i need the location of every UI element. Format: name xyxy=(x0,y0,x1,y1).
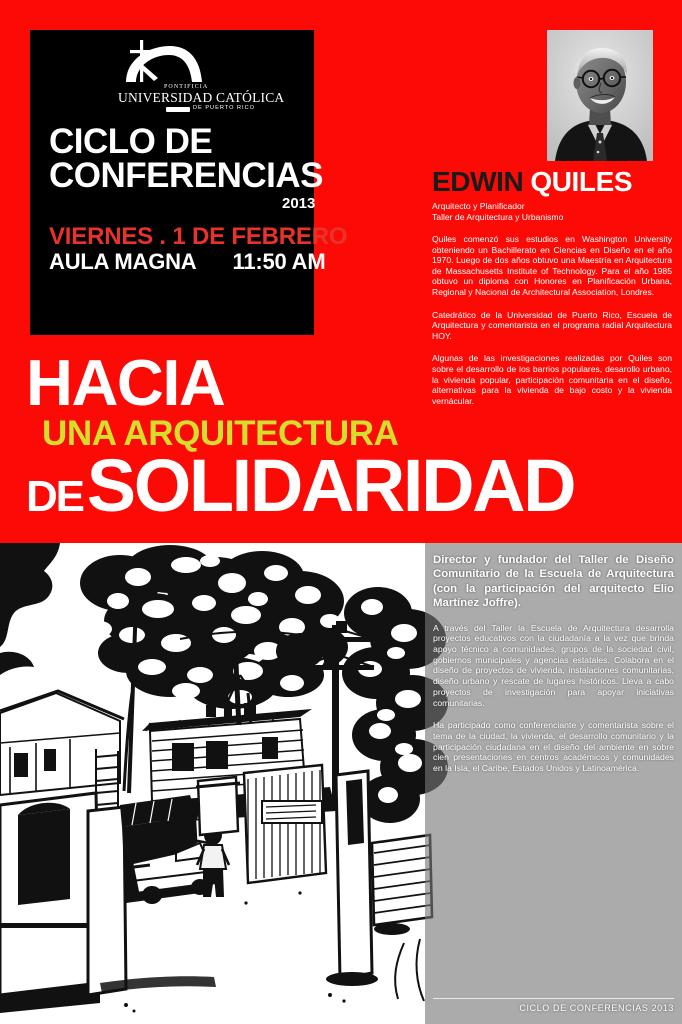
event-venue: AULA MAGNA xyxy=(49,249,197,274)
title-line-una-arquitectura: UNA ARQUITECTURA xyxy=(42,414,399,453)
event-time: 11:50 AM xyxy=(232,249,326,274)
speaker-last-name: QUILES xyxy=(530,166,633,197)
bio-paragraph-1: A través del Taller la Escuela de Arquitectura desarrolla proyectos educativos con la ciudadanía a la vez que brinda apoyo técnico a comunidades, grupos de la sociedad civil, gobiernos municipales y agencias estatales. Colabora en el diseño de proyectos de vivienda, instalaciones comunitarias, diseño urbano y rescate de lugares históricos. Lleva a cabo proyectos de investigación para apoyar iniciativas comunitarias. xyxy=(433,622,674,708)
logo-location-text: DE PUERTO RICO xyxy=(193,105,255,111)
speaker-role-2: Taller de Arquitectura y Urbanismo xyxy=(432,211,564,222)
speaker-roles xyxy=(432,201,672,222)
speaker-bio-paragraph-1: Quiles comenzó sus estudios en Washington University obteniendo un Bachillerato en Ciencias en Diseño en el año 1970. Luego de dos años obtuvo una Maestría en Arquitectura de Massachusetts Institute of Technology. Para el año 1985 obtuvo un diploma con Honores en Planificación Urbana, Regional y Nacional de Architectural Association, Londres. xyxy=(432,234,672,297)
speaker-role-1: Arquitecto y Planificador xyxy=(432,201,525,211)
speaker-photo xyxy=(547,30,653,161)
bio-heading: Director y fundador del Taller de Diseño Comunitario de la Escuela de Arquitectura (con la participación del arquitecto Elio Martínez Joffre). xyxy=(433,554,674,610)
poster-main-title xyxy=(26,346,666,540)
event-place-time-row xyxy=(49,249,326,275)
series-title-line-2: CONFERENCIAS xyxy=(49,156,324,195)
bio-paragraph-2: Ha participado como conferenciante y comentarista sobre el tema de la ciudad, la vivienda, el desarrollo comunitario y la participación ciudadana en el diseño del ambiente en sobre cien presentaciones en centros académicos y comunidades en la Isla, el Caribe, Estados Unidos y Latinoamérica. xyxy=(433,720,674,774)
speaker-name xyxy=(432,167,672,197)
speaker-bio-paragraph-3: Algunas de las investigaciones realizadas por Quiles son sobre el desarrollo de los barrios populares, desarollo urbano, la vivienda popular, participación comunitaria en el diseño, alternativas para la vivienda de bajo costo y la vivienda vernácular. xyxy=(432,353,672,406)
footer-divider xyxy=(433,998,674,999)
title-line-hacia: HACIA xyxy=(26,346,225,419)
footer-caption: CICLO DE CONFERENCIAS 2013 xyxy=(519,1003,674,1013)
speaker-portrait-image xyxy=(547,30,653,161)
event-date: VIERNES . 1 DE FEBRERO xyxy=(49,223,348,250)
university-logo xyxy=(96,38,285,112)
logo-divider xyxy=(166,107,190,112)
bio-column xyxy=(433,553,674,774)
event-info-box xyxy=(30,30,348,335)
logo-university-text: UNIVERSIDAD CATÓLICA xyxy=(118,90,285,105)
title-word-solidaridad: SOLIDARIDAD xyxy=(86,444,575,527)
speaker-bio-paragraph-2: Catedrático de la Universidad de Puerto Rico, Escuela de Arquitectura y comentarista en el programa radial Arquitectura HOY. xyxy=(432,309,672,341)
series-year: 2013 xyxy=(282,195,316,212)
speaker-first-name: EDWIN xyxy=(432,166,524,197)
title-word-de: DE xyxy=(26,472,83,521)
logo-pontificia-text: PONTIFICIA xyxy=(164,84,209,90)
title-line-de-solidaridad xyxy=(26,444,666,540)
series-title-line-1: CICLO DE xyxy=(49,122,213,161)
